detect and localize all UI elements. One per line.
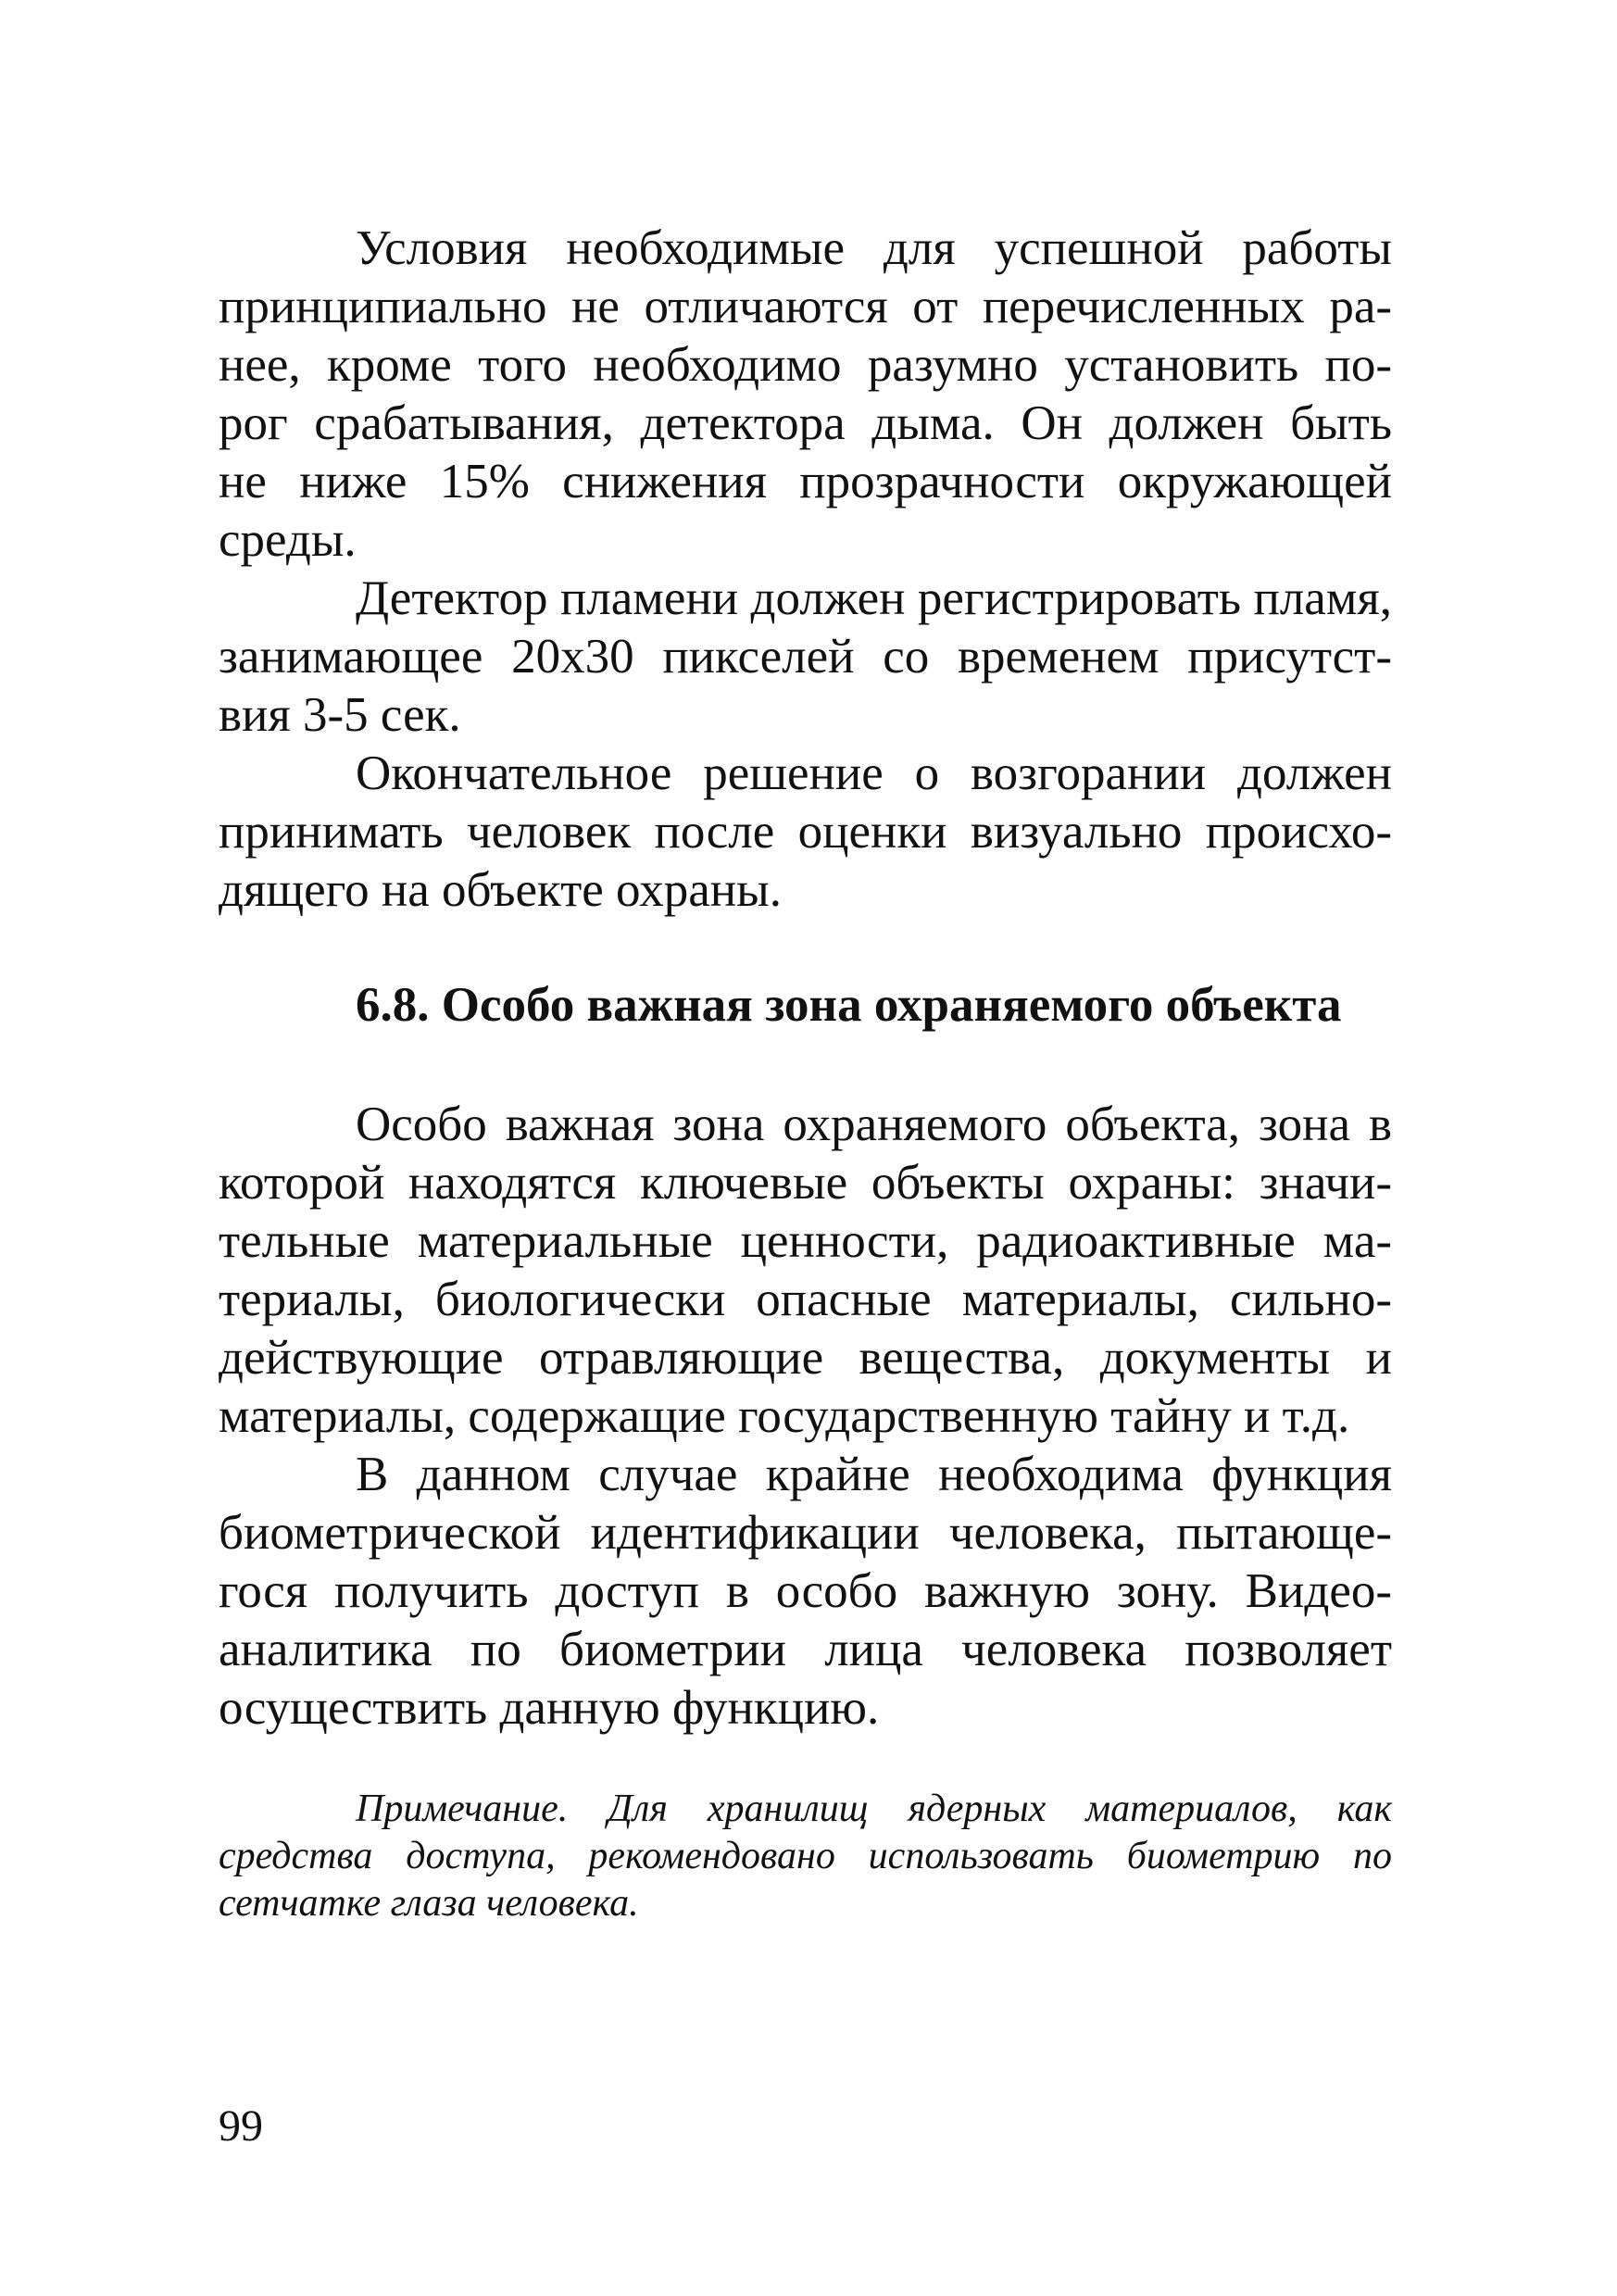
- text-line: принимать человек после оценки визуально происхо-: [219, 805, 1392, 859]
- text-line: биометрической идентификации человека, пытающе-: [219, 1506, 1392, 1560]
- paragraph-smoke-detector: [219, 220, 1392, 570]
- text-line: аналитика по биометрии лица человека позволяет: [219, 1623, 1392, 1676]
- text-line: занимающее 20х30 пикселей со временем присутст-: [219, 630, 1392, 684]
- text-line: Детектор пламени должен регистрировать пламя,: [356, 571, 1392, 625]
- text-line: териалы, биологически опасные материалы, сильно-: [219, 1273, 1392, 1326]
- note-line: средства доступа, рекомендовано использовать биометрию по: [219, 1835, 1392, 1877]
- text-line: тельные материальные ценности, радиоактивные ма-: [219, 1214, 1392, 1268]
- text-line: гося получить доступ в особо важную зону. Видео-: [219, 1564, 1392, 1618]
- text-line: Особо важная зона охраняемого объекта, зона в: [356, 1098, 1392, 1151]
- text-line: материалы, содержащие государственную тайну и т.д.: [219, 1389, 1350, 1443]
- paragraph-important-zone: [219, 1096, 1392, 1446]
- text-line: действующие отравляющие вещества, документы и: [219, 1331, 1392, 1385]
- note-block: [219, 1786, 1392, 1927]
- note-line: сетчатке глаза человека.: [219, 1882, 639, 1925]
- paragraph-final-decision: [219, 745, 1392, 920]
- text-line: дящего на объекте охраны.: [219, 863, 782, 917]
- text-line: нее, кроме того необходимо разумно установить по-: [219, 338, 1392, 392]
- text-line: вия 3-5 сек.: [219, 688, 461, 742]
- text-line: Условия необходимые для успешной работы: [356, 221, 1392, 275]
- text-line: В данном случае крайне необходима функция: [356, 1448, 1392, 1501]
- text-line: которой находятся ключевые объекты охраны: значи-: [219, 1156, 1392, 1210]
- section-heading: 6.8. Особо важная зона охраняемого объекта: [356, 978, 1342, 1032]
- note-line: Примечание. Для хранилищ ядерных материалов, как: [356, 1788, 1392, 1830]
- text-line: среды.: [219, 513, 357, 567]
- paragraph-flame-detector: [219, 570, 1392, 745]
- text-line: осуществить данную функцию.: [219, 1681, 880, 1735]
- text-line: рог срабатывания, детектора дыма. Он должен быть: [219, 396, 1392, 450]
- text-line: Окончательное решение о возгорании должен: [356, 747, 1392, 800]
- page-number: 99: [219, 2102, 263, 2151]
- paragraph-biometrics: [219, 1446, 1392, 1738]
- text-line: не ниже 15% снижения прозрачности окружающей: [219, 455, 1392, 508]
- text-line: принципиально не отличаются от перечисленных ра-: [219, 280, 1392, 333]
